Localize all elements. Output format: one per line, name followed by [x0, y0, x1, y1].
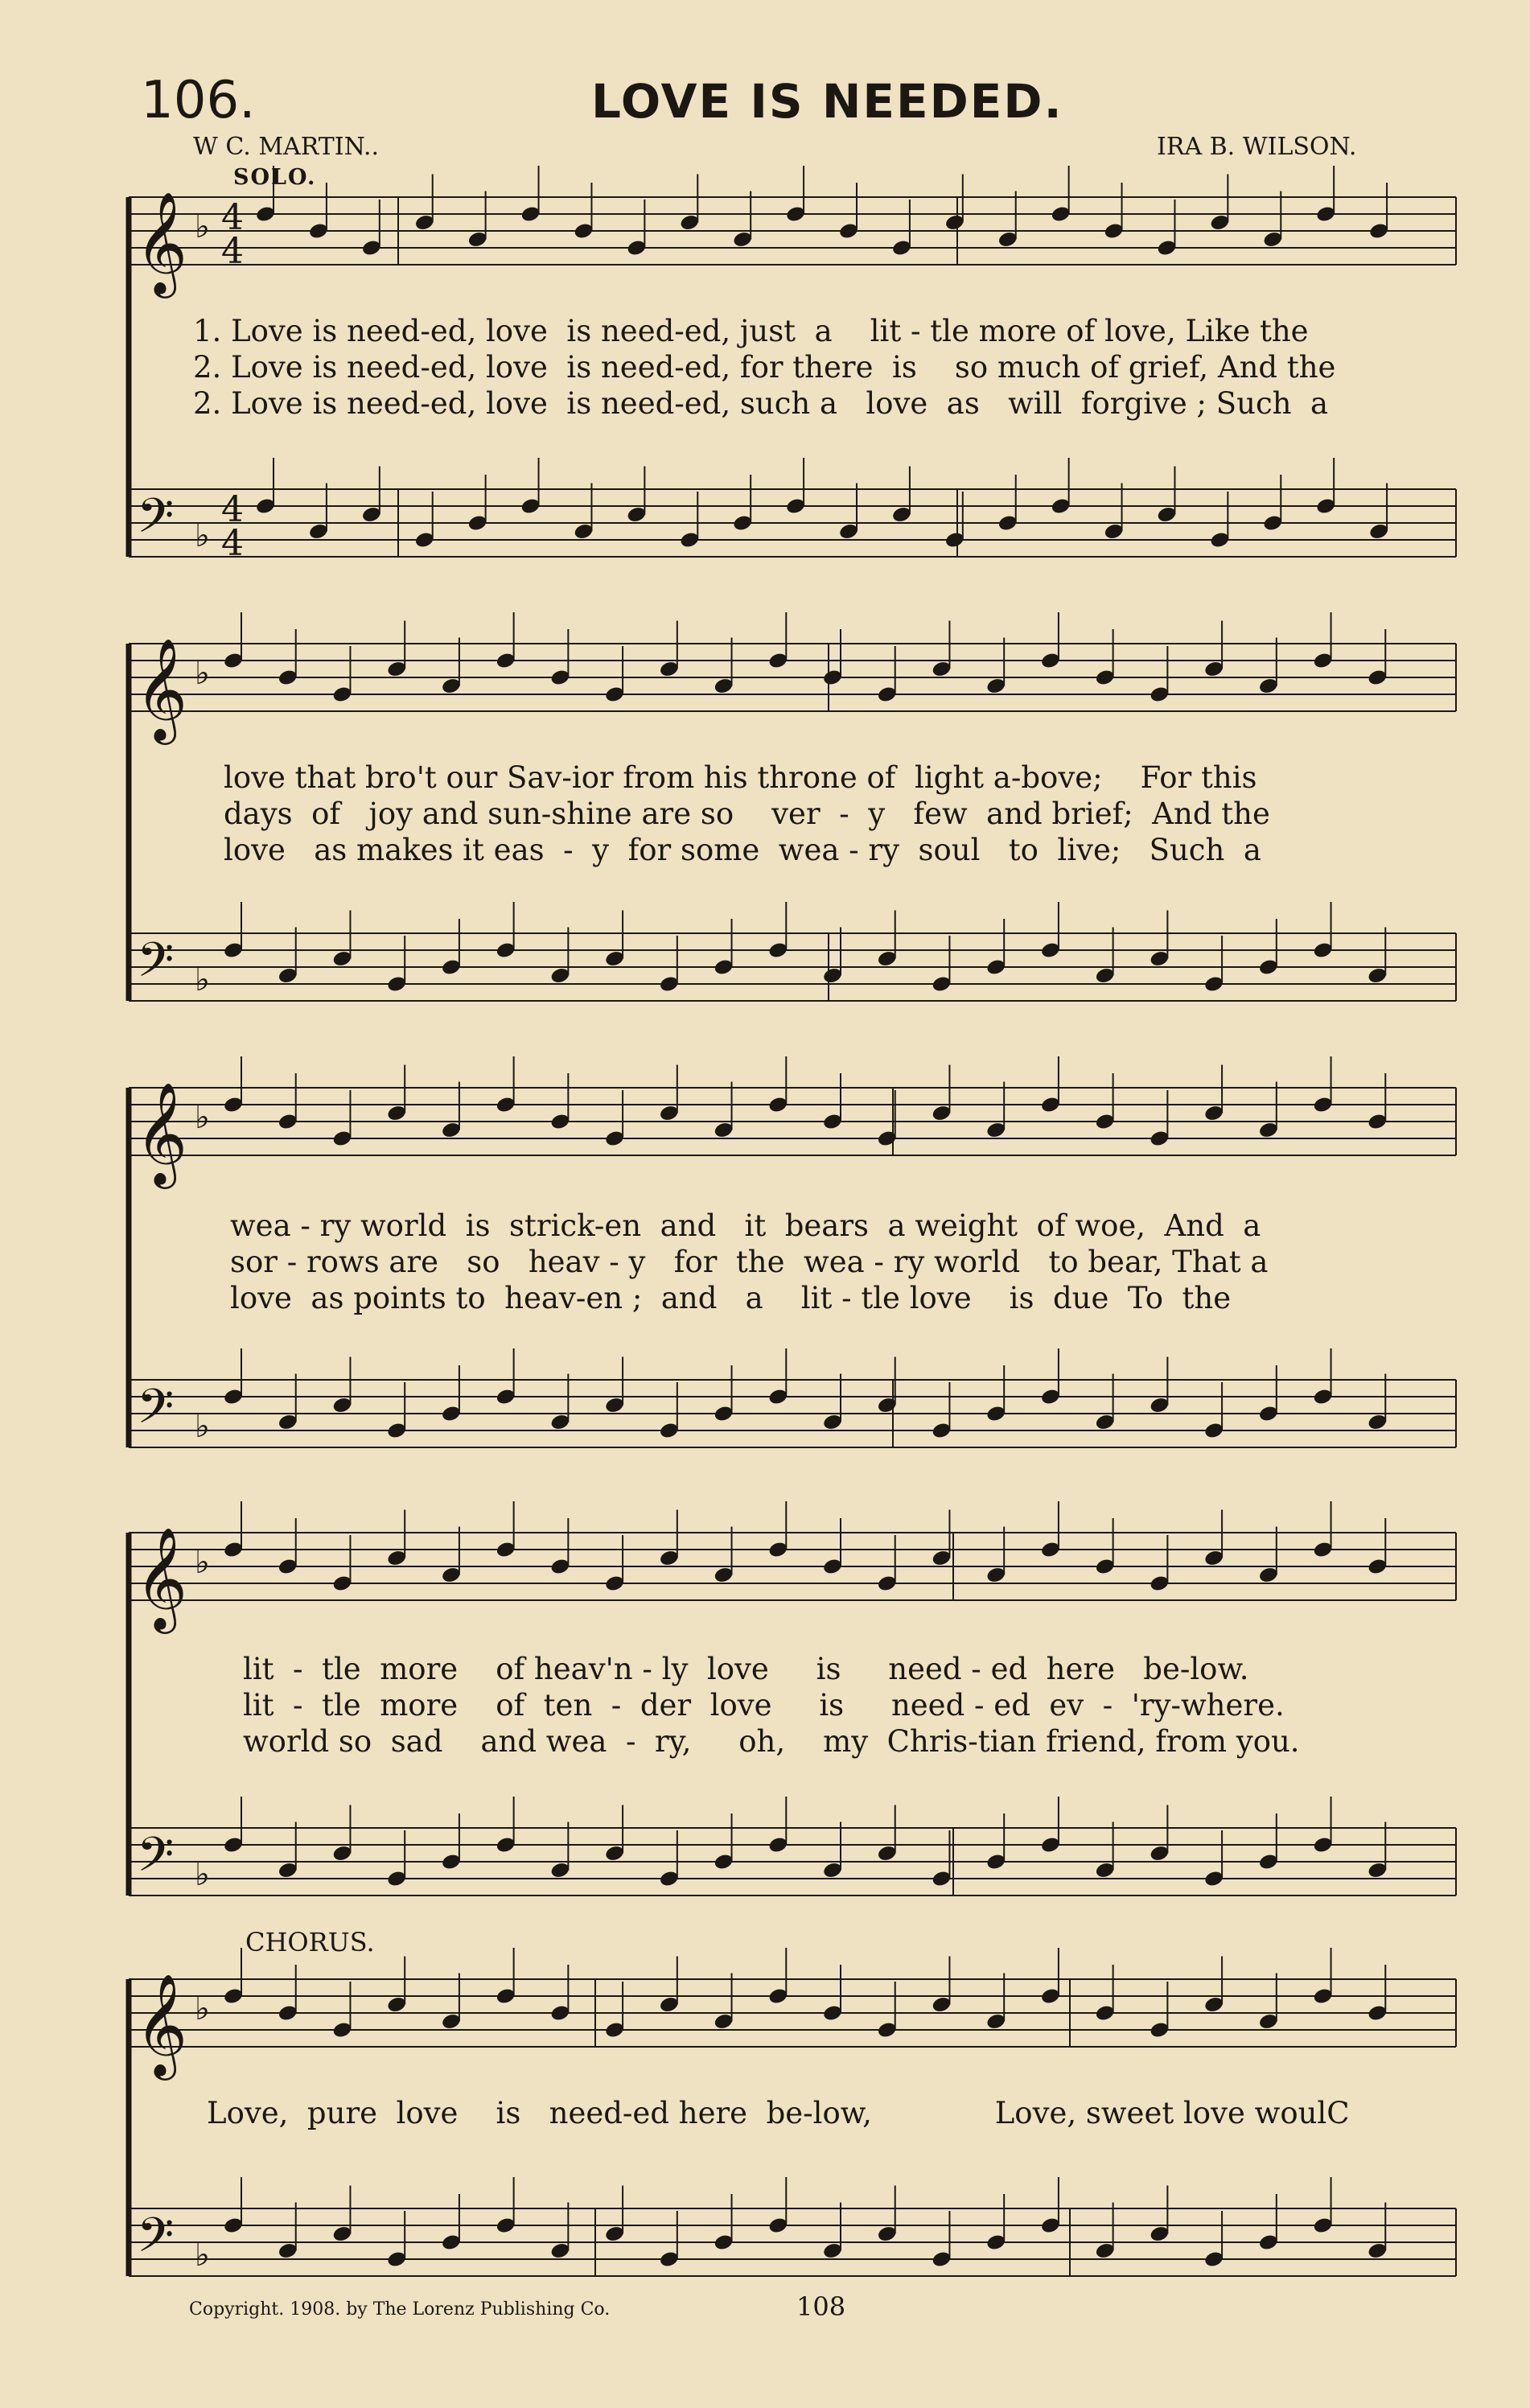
verse-1-line-4: lit - tle more of heav'n - ly love is need - ed here be-low. — [243, 1652, 1249, 1686]
flat-icon: ♭ — [195, 208, 210, 245]
verse-1-line-1: 1. Love is need-ed, love is need-ed, just a lit - tle more of love, Like the — [193, 314, 1309, 348]
verse-1-line-2: love that bro't our Sav-ior from his throne of light a-bove; For this — [224, 760, 1257, 795]
chorus-label: CHORUS. — [245, 1927, 375, 1957]
flat-icon: ♭ — [195, 655, 210, 692]
verse-3-line-3: love as points to heav-en ; and a lit - tle love is due To the — [230, 1281, 1232, 1315]
treble-clef-icon: 𝄞 — [135, 1081, 188, 1184]
flat-icon: ♭ — [195, 1408, 210, 1445]
bass-clef-icon: 𝄢 — [137, 1826, 175, 1894]
solo-label: SOLO. — [233, 165, 317, 190]
verse-3-line-2: love as makes it eas - y for some wea - ry soul to live; Such a — [224, 833, 1261, 867]
copyright-notice: Copyright. 1908. by The Lorenz Publishing Co. — [189, 2299, 611, 2320]
flat-icon: ♭ — [195, 1544, 210, 1581]
page-number: 108 — [796, 2291, 846, 2322]
time-sig-top: 4 — [221, 197, 244, 238]
flat-icon: ♭ — [195, 517, 210, 554]
bass-clef-icon: 𝄢 — [137, 2207, 175, 2274]
flat-icon: ♭ — [195, 1099, 210, 1136]
flat-icon: ♭ — [195, 1856, 210, 1893]
treble-clef-icon: 𝄞 — [135, 1973, 188, 2076]
time-sig-bottom: 4 — [221, 523, 244, 564]
verse-2-line-4: lit - tle more of ten - der love is need - ed ev - 'ry-where. — [243, 1688, 1285, 1723]
composer-credit: IRA B. WILSON. — [1157, 133, 1357, 161]
flat-icon: ♭ — [195, 2237, 210, 2274]
verse-1-line-3: wea - ry world is strick-en and it bears a weight of woe, And a — [230, 1208, 1261, 1243]
verse-3-line-1: 2. Love is need-ed, love is need-ed, such a love as will forgive ; Such a — [193, 386, 1329, 421]
bass-clef-icon: 𝄢 — [137, 932, 175, 999]
chorus-line: Love, pure love is need-ed here be-low, Love, sweet love woulC — [207, 2096, 1350, 2130]
verse-2-line-1: 2. Love is need-ed, love is need-ed, for there is so much of grief, And the — [193, 350, 1336, 385]
verse-2-line-2: days of joy and sun-shine are so ver - y few and brief; And the — [224, 796, 1270, 831]
treble-clef-icon: 𝄞 — [135, 1526, 188, 1629]
verse-3-line-4: world so sad and wea - ry, oh, my Chris-tian friend, from you. — [243, 1724, 1300, 1759]
time-sig-bottom: 4 — [221, 231, 244, 272]
treble-clef-icon: 𝄞 — [135, 637, 188, 740]
treble-clef-icon: 𝄞 — [135, 191, 188, 294]
hymn-title: LOVE IS NEEDED. — [591, 74, 1063, 129]
flat-icon: ♭ — [195, 1990, 210, 2027]
hymn-number: 106. — [141, 71, 256, 130]
lyricist-credit: W C. MARTIN.. — [193, 133, 380, 161]
clef-group — [135, 191, 244, 2274]
flat-icon: ♭ — [195, 961, 210, 998]
time-sig-top: 4 — [221, 489, 244, 530]
bass-clef-icon: 𝄢 — [137, 488, 175, 555]
verse-2-line-3: sor - rows are so heav - y for the wea - ry world to bear, That a — [230, 1245, 1269, 1279]
bass-clef-icon: 𝄢 — [137, 1378, 175, 1446]
